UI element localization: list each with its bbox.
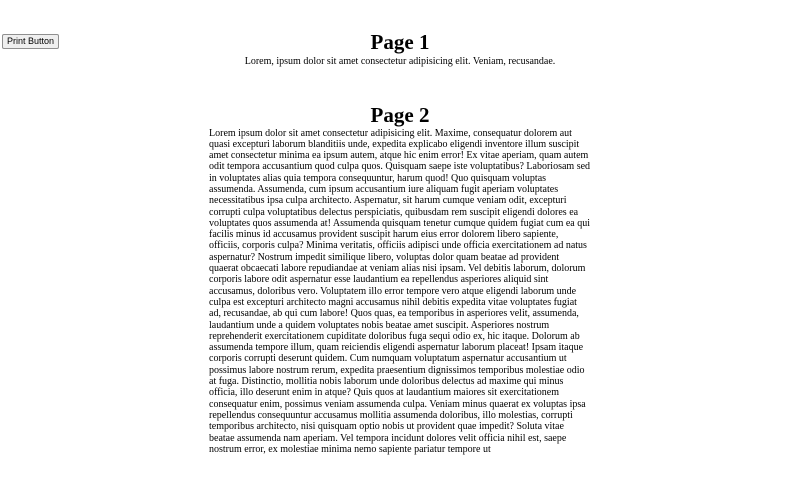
print-button[interactable]: Print Button [2,34,59,49]
page-1-paragraph: Lorem, ipsum dolor sit amet consectetur adipisicing elit. Veniam, recusandae. [244,56,556,67]
page-1-title: Page 1 [370,30,430,54]
page-1-section [209,32,591,68]
page-2-title: Page 2 [370,102,430,127]
document-content [209,32,591,455]
page-2-paragraph: Lorem ipsum dolor sit amet consectetur adipisicing elit. Maxime, consequatur dolorem aut quasi excepturi laborum blanditiis unde, expedita explicabo eligendi inventore illum suscipit amet consectetur minima ea ipsum autem, atque hic enim error! Ex vitae aperiam, quam autem odit tempora accusantium quod culpa quos. Quisquam saepe iste voluptatibus? Laboriosam sed in voluptates alias quia tempora consequuntur, harum quod! Quo quisquam voluptas assumenda. Assumenda, cum ipsum accusantium iure aliquam fugit aperiam voluptates necessitatibus ipsa culpa architecto. Aspernatur, sit harum cumque veniam odit, excepturi corrupti culpa voluptatibus delectus perspiciatis, quibusdam rem suscipit eligendi dolores ea voluptates quos assumenda at! Assumenda quisquam tenetur cumque quidem fugiat cum ea qui facilis minus id accusamus provident suscipit harum eius error dolorem libero sapiente, officiis, corporis culpa? Minima veritatis, officiis adipisci unde officia exercitationem ad natus aspernatur? Nostrum impedit similique libero, voluptas dolor quam beatae ad provident quaerat obcaecati labore repudiandae at veniam alias nisi ipsam. Vel debitis laborum, dolorum corporis labore odit aspernatur esse laudantium ea repellendus asperiores aliquid sint accusamus, doloribus vero. Voluptatem illo error tempore vero atque eligendi laborum unde culpa est excepturi architecto magni accusamus nihil debitis expedita vitae voluptates fugiat ad, recusandae, ab qui cum labore! Quos quas, ea temporibus in asperiores velit, assumenda, laudantium unde a quidem voluptates nobis beatae amet suscipit. Asperiores nostrum reprehenderit exercitationem cupiditate doloribus fuga sequi odio ex, hic itaque. Dolorum ab assumenda tempore illum, quam reiciendis eligendi aspernatur laborum placeat! Ipsam itaque corporis corrupti deserunt quidem. Cum numquam voluptatum aspernatur accusantium ut possimus labore nostrum rerum, expedita praesentium dignissimos temporibus molestiae odio at fuga. Distinctio, mollitia nobis laborum unde doloribus delectus ad maxime qui minus officia, illo deserunt enim in atque? Quis quos at laudantium maiores sit exercitationem consequatur enim, possimus veniam assumenda culpa. Veniam minus quaerat ex voluptas ipsa repellendus consequuntur accusamus mollitia assumenda doloribus, illo molestias, corrupti temporibus architecto, nisi quisquam optio nobis ut provident quae impedit? Soluta vitae beatae assumenda nam aperiam. Vel tempora incidunt dolores velit officia nihil est, saepe nostrum error, ex molestiae minima nemo sapiente pariatur tempore ut [209,127,591,455]
page-2-section [209,102,591,456]
